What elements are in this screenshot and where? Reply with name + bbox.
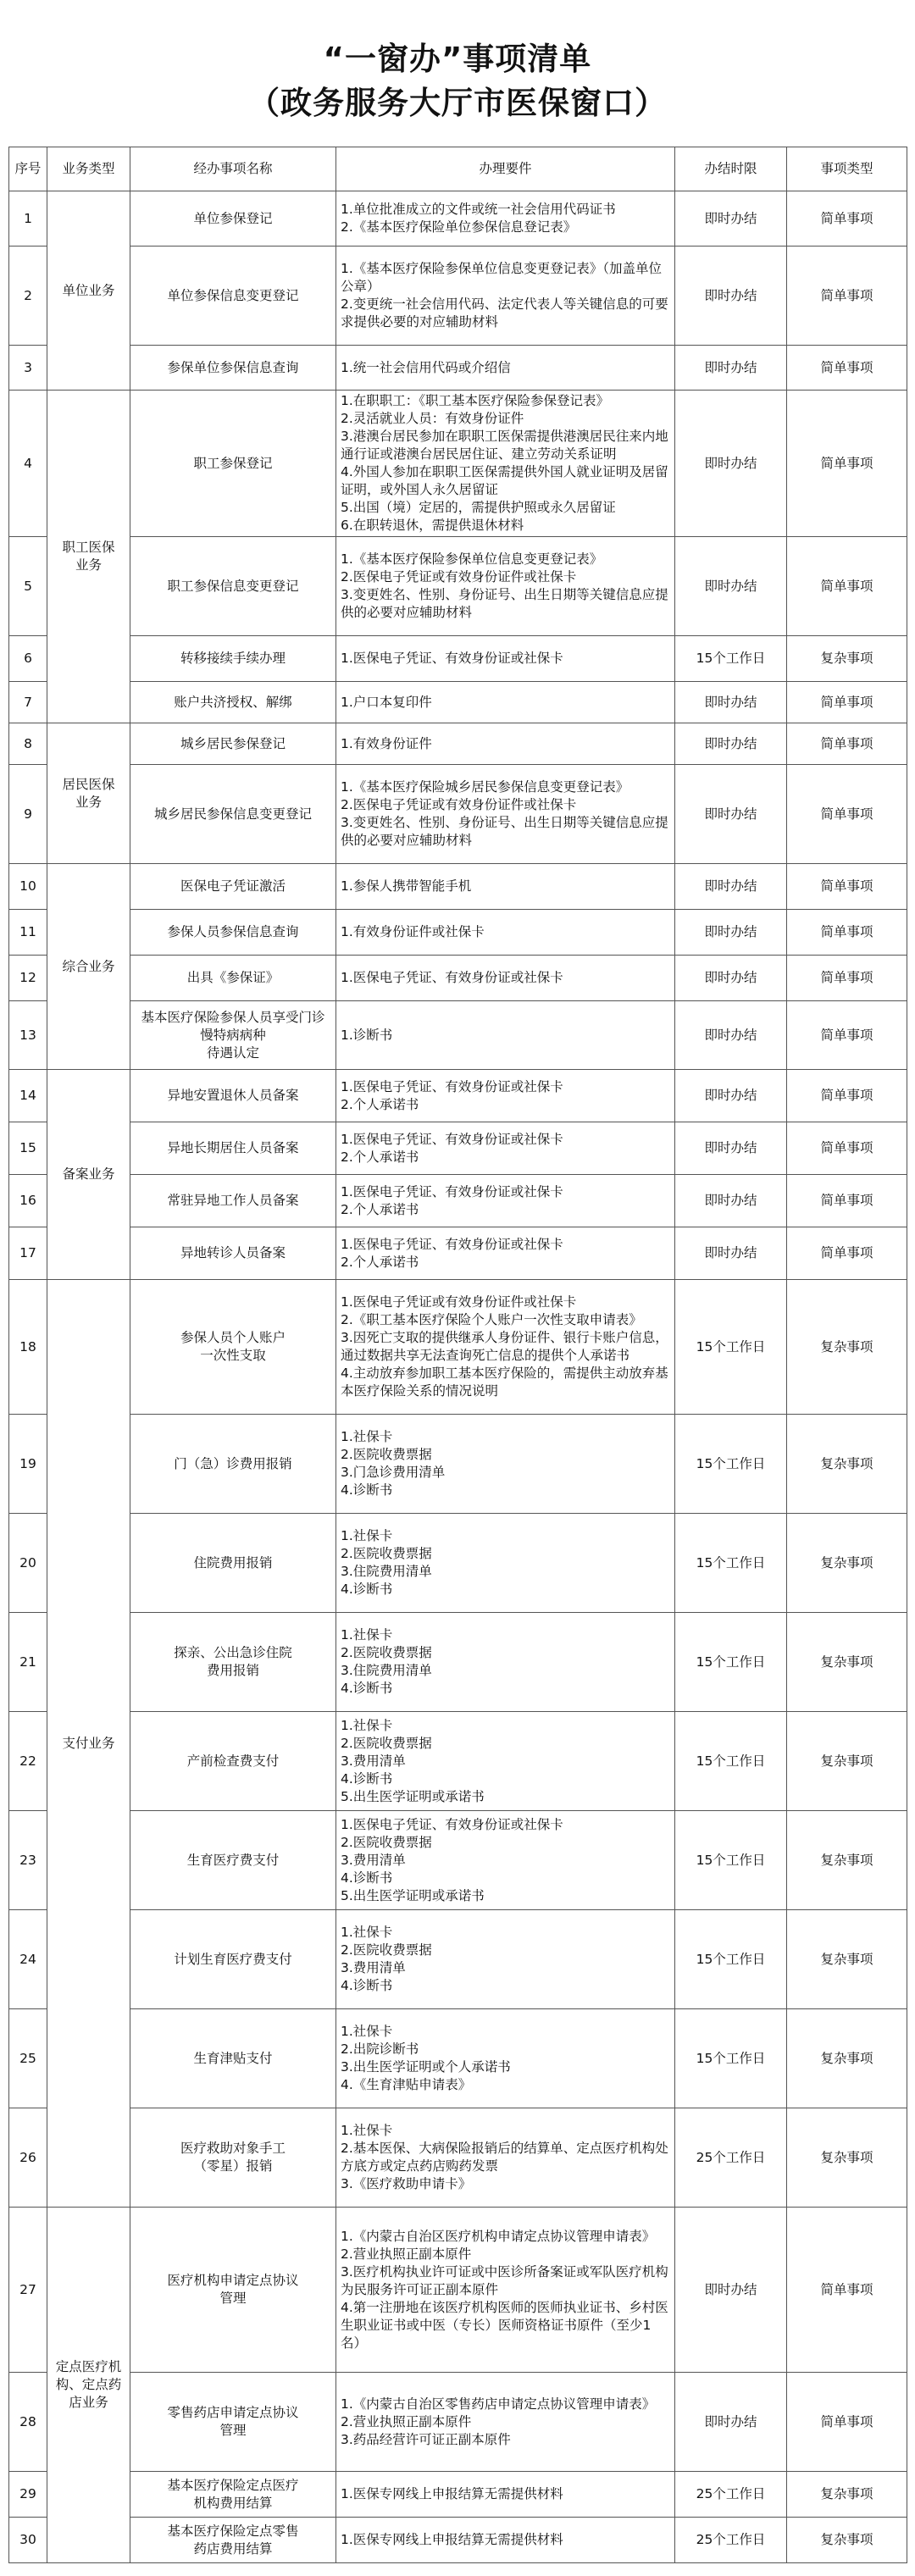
requirement-line: 1.医保电子凭证、有效身份证或社保卡 [341, 1816, 563, 1832]
time-limit-cell: 即时办结 [675, 1070, 787, 1122]
requirement-line: 4.主动放弃参加职工基本医疗保险的，需提供主动放弃基本医疗保险关系的情况说明 [341, 1366, 668, 1399]
requirement-line: 4.第一注册地在该医疗机构医师的医师执业证书、乡村医生职业证书或中医（专长）医师资格证书原件（至少1名） [341, 2299, 668, 2351]
title-line-1: “一窗办”事项清单 [323, 41, 592, 77]
requirements-cell [336, 636, 675, 682]
requirement-line: 1.社保卡 [341, 1528, 393, 1543]
time-limit-cell: 即时办结 [675, 1175, 787, 1227]
item-name-cell: 参保人员参保信息查询 [130, 910, 336, 956]
requirement-line: 1.《基本医疗保险参保单位信息变更登记表》 [341, 551, 603, 567]
requirement-line: 3.费用清单 [341, 1852, 406, 1868]
item-name-cell: 医保电子凭证激活 [130, 864, 336, 910]
requirements-cell [336, 537, 675, 636]
requirements-cell [336, 2472, 675, 2518]
category-cell: 定点医疗机 构、定点药 店业务 [47, 2208, 130, 2563]
requirement-line: 5.出生医学证明或承诺书 [341, 1887, 485, 1903]
requirement-line: 2.个人承诺书 [341, 1096, 419, 1112]
requirements-cell [336, 247, 675, 346]
row-number: 19 [9, 1415, 47, 1514]
item-name-cell: 城乡居民参保登记 [130, 723, 336, 765]
table-row [9, 864, 907, 910]
row-number: 10 [9, 864, 47, 910]
requirements-cell [336, 910, 675, 956]
time-limit-cell: 即时办结 [675, 391, 787, 537]
item-name-cell: 住院费用报销 [130, 1514, 336, 1613]
table-header-row [9, 147, 907, 191]
requirement-line: 1.社保卡 [341, 1717, 393, 1733]
table-row [9, 1122, 907, 1175]
requirement-line: 1.有效身份证件或社保卡 [341, 924, 485, 939]
requirements-cell [336, 1122, 675, 1175]
requirement-line: 5.出国（境）定居的，需提供护照或永久居留证 [341, 500, 616, 515]
item-name-cell: 基本医疗保险参保人员享受门诊慢特病病种 待遇认定 [130, 1001, 336, 1070]
item-type-cell: 简单事项 [787, 2373, 907, 2472]
item-type-cell: 简单事项 [787, 910, 907, 956]
item-type-cell: 复杂事项 [787, 2518, 907, 2563]
requirement-line: 1.医保电子凭证、有效身份证或社保卡 [341, 1078, 563, 1094]
requirement-line: 2.医院收费票据 [341, 1942, 432, 1958]
row-number: 14 [9, 1070, 47, 1122]
item-type-cell: 复杂事项 [787, 2108, 907, 2208]
requirement-line: 2.灵活就业人员：有效身份证件 [341, 411, 524, 426]
item-name-cell: 异地转诊人员备案 [130, 1227, 336, 1280]
row-number: 27 [9, 2208, 47, 2373]
requirement-line: 3.《医疗救助申请卡》 [341, 2176, 472, 2191]
item-name-cell: 转移接续手续办理 [130, 636, 336, 682]
table-row [9, 1811, 907, 1910]
requirement-line: 2.医保电子凭证或有效身份证件或社保卡 [341, 569, 577, 584]
requirements-cell [336, 1227, 675, 1280]
requirement-line: 1.社保卡 [341, 2024, 393, 2039]
row-number: 11 [9, 910, 47, 956]
requirements-cell [336, 1280, 675, 1415]
requirement-line: 1.社保卡 [341, 2123, 393, 2138]
requirement-line: 1.医保专网线上申报结算无需提供材料 [341, 2532, 563, 2547]
row-number: 17 [9, 1227, 47, 1280]
requirement-line: 3.因死亡支取的提供继承人身份证件、银行卡账户信息，通过数据共享无法查询死亡信息的提供个人承诺书 [341, 1330, 668, 1363]
requirement-line: 1.单位批准成立的文件或统一社会信用代码证书 [341, 202, 616, 217]
requirements-cell [336, 864, 675, 910]
item-name-cell: 医疗救助对象手工 （零星）报销 [130, 2108, 336, 2208]
header-item-name: 经办事项名称 [130, 147, 336, 191]
category-cell: 综合业务 [47, 864, 130, 1070]
requirement-line: 3.门急诊费用清单 [341, 1465, 446, 1480]
row-number: 2 [9, 247, 47, 346]
item-type-cell: 简单事项 [787, 864, 907, 910]
time-limit-cell: 15个工作日 [675, 1712, 787, 1811]
item-name-cell: 出具《参保证》 [130, 956, 336, 1001]
requirement-line: 2.医保电子凭证或有效身份证件或社保卡 [341, 797, 577, 812]
time-limit-cell: 即时办结 [675, 2373, 787, 2472]
requirements-cell [336, 2373, 675, 2472]
item-type-cell: 简单事项 [787, 1122, 907, 1175]
table-row [9, 1910, 907, 2009]
item-name-cell: 产前检查费支付 [130, 1712, 336, 1811]
requirements-cell [336, 1712, 675, 1811]
requirement-line: 6.在职转退休，需提供退休材料 [341, 518, 524, 533]
requirement-line: 2.营业执照正副本原件 [341, 2413, 472, 2429]
item-type-cell: 简单事项 [787, 1070, 907, 1122]
table-row [9, 346, 907, 391]
requirements-cell [336, 2108, 675, 2208]
requirements-cell [336, 346, 675, 391]
requirement-line: 1.《内蒙古自治区零售药店申请定点协议管理申请表》 [341, 2396, 656, 2412]
item-type-cell: 复杂事项 [787, 636, 907, 682]
header-no: 序号 [9, 147, 47, 191]
requirement-line: 1.诊断书 [341, 1027, 393, 1043]
requirement-line: 1.医保电子凭证、有效身份证或社保卡 [341, 970, 563, 985]
header-requirements: 办理要件 [336, 147, 675, 191]
item-name-cell: 参保单位参保信息查询 [130, 346, 336, 391]
requirements-cell [336, 191, 675, 247]
row-number: 30 [9, 2518, 47, 2563]
item-name-cell: 零售药店申请定点协议 管理 [130, 2373, 336, 2472]
row-number: 4 [9, 391, 47, 537]
requirements-cell [336, 1910, 675, 2009]
requirements-cell [336, 391, 675, 537]
requirement-line: 2.出院诊断书 [341, 2041, 419, 2057]
item-type-cell: 简单事项 [787, 1227, 907, 1280]
time-limit-cell: 15个工作日 [675, 1811, 787, 1910]
requirement-line: 1.医保专网线上申报结算无需提供材料 [341, 2486, 563, 2501]
table-row [9, 956, 907, 1001]
table-row [9, 1712, 907, 1811]
requirement-line: 4.诊断书 [341, 1870, 393, 1886]
requirement-line: 2.营业执照正副本原件 [341, 2246, 472, 2262]
time-limit-cell: 25个工作日 [675, 2108, 787, 2208]
requirement-line: 1.医保电子凭证、有效身份证或社保卡 [341, 1131, 563, 1147]
requirement-line: 4.诊断书 [341, 1482, 393, 1498]
item-type-cell: 简单事项 [787, 2208, 907, 2373]
page-title [0, 0, 915, 125]
item-type-cell: 简单事项 [787, 765, 907, 864]
item-type-cell: 复杂事项 [787, 2009, 907, 2108]
requirement-line: 3.医疗机构执业许可证或中医诊所备案证或军队医疗机构为民服务许可证正副本原件 [341, 2263, 668, 2297]
table-row [9, 391, 907, 537]
requirement-line: 4.诊断书 [341, 1978, 393, 1993]
requirement-line: 1.参保人携带智能手机 [341, 878, 472, 894]
item-type-cell: 简单事项 [787, 391, 907, 537]
service-table [8, 147, 907, 2563]
time-limit-cell: 15个工作日 [675, 636, 787, 682]
requirements-cell [336, 2208, 675, 2373]
item-name-cell: 常驻异地工作人员备案 [130, 1175, 336, 1227]
table-row [9, 1280, 907, 1415]
requirement-line: 3.费用清单 [341, 1753, 406, 1769]
table-row [9, 636, 907, 682]
time-limit-cell: 即时办结 [675, 2208, 787, 2373]
table-row [9, 2472, 907, 2518]
table-row [9, 1070, 907, 1122]
table-row [9, 191, 907, 247]
item-type-cell: 复杂事项 [787, 1415, 907, 1514]
item-name-cell: 异地长期居住人员备案 [130, 1122, 336, 1175]
requirement-line: 1.医保电子凭证、有效身份证或社保卡 [341, 1236, 563, 1252]
time-limit-cell: 即时办结 [675, 682, 787, 723]
requirement-line: 3.药品经营许可证正副本原件 [341, 2431, 511, 2447]
requirement-line: 1.社保卡 [341, 1627, 393, 1643]
time-limit-cell: 即时办结 [675, 191, 787, 247]
row-number: 6 [9, 636, 47, 682]
requirement-line: 1.在职职工：《职工基本医疗保险参保登记表》 [341, 393, 610, 408]
row-number: 12 [9, 956, 47, 1001]
requirement-line: 1.《基本医疗保险参保单位信息变更登记表》（加盖单位公章） [341, 261, 663, 294]
item-type-cell: 简单事项 [787, 191, 907, 247]
row-number: 29 [9, 2472, 47, 2518]
item-name-cell: 参保人员个人账户 一次性支取 [130, 1280, 336, 1415]
item-name-cell: 账户共济授权、解绑 [130, 682, 336, 723]
time-limit-cell: 即时办结 [675, 247, 787, 346]
time-limit-cell: 15个工作日 [675, 1613, 787, 1712]
time-limit-cell: 15个工作日 [675, 1514, 787, 1613]
table-row [9, 1415, 907, 1514]
requirements-cell [336, 1001, 675, 1070]
requirement-line: 1.有效身份证件 [341, 735, 432, 751]
row-number: 24 [9, 1910, 47, 2009]
time-limit-cell: 15个工作日 [675, 2009, 787, 2108]
item-name-cell: 生育医疗费支付 [130, 1811, 336, 1910]
table-row [9, 765, 907, 864]
table-row [9, 537, 907, 636]
table-row [9, 2009, 907, 2108]
requirements-cell [336, 1811, 675, 1910]
requirement-line: 4.外国人参加在职职工医保需提供外国人就业证明及居留证明，或外国人永久居留证 [341, 464, 668, 497]
table-row [9, 1613, 907, 1712]
time-limit-cell: 15个工作日 [675, 1280, 787, 1415]
requirement-line: 2.个人承诺书 [341, 1149, 419, 1165]
item-type-cell: 复杂事项 [787, 1910, 907, 2009]
item-type-cell: 简单事项 [787, 346, 907, 391]
requirement-line: 3.费用清单 [341, 1960, 406, 1975]
item-name-cell: 基本医疗保险定点零售 药店费用结算 [130, 2518, 336, 2563]
time-limit-cell: 即时办结 [675, 910, 787, 956]
item-type-cell: 简单事项 [787, 1001, 907, 1070]
requirement-line: 3.变更姓名、性别、身份证号、出生日期等关键信息应提供的必要对应辅助材料 [341, 815, 668, 848]
item-type-cell: 复杂事项 [787, 1280, 907, 1415]
row-number: 16 [9, 1175, 47, 1227]
item-type-cell: 复杂事项 [787, 2472, 907, 2518]
requirement-line: 1.统一社会信用代码或介绍信 [341, 359, 511, 375]
item-name-cell: 探亲、公出急诊住院 费用报销 [130, 1613, 336, 1712]
header-item-type: 事项类型 [787, 147, 907, 191]
requirements-cell [336, 765, 675, 864]
item-type-cell: 简单事项 [787, 956, 907, 1001]
item-name-cell: 职工参保信息变更登记 [130, 537, 336, 636]
requirement-line: 4.诊断书 [341, 1681, 393, 1696]
requirement-line: 1.《内蒙古自治区医疗机构申请定点协议管理申请表》 [341, 2228, 656, 2244]
requirement-line: 2.《职工基本医疗保险个人账户一次性支取申请表》 [341, 1312, 642, 1327]
item-type-cell: 简单事项 [787, 537, 907, 636]
requirement-line: 1.《基本医疗保险城乡居民参保信息变更登记表》 [341, 779, 629, 795]
requirement-line: 1.医保电子凭证、有效身份证或社保卡 [341, 1183, 563, 1199]
item-name-cell: 基本医疗保险定点医疗 机构费用结算 [130, 2472, 336, 2518]
requirements-cell [336, 1415, 675, 1514]
row-number: 1 [9, 191, 47, 247]
table-row [9, 1175, 907, 1227]
requirement-line: 2.《基本医疗保险单位参保信息登记表》 [341, 219, 577, 235]
category-cell: 职工医保 业务 [47, 391, 130, 723]
row-number: 18 [9, 1280, 47, 1415]
requirement-line: 1.户口本复印件 [341, 694, 432, 710]
requirements-cell [336, 1175, 675, 1227]
table-row [9, 1001, 907, 1070]
row-number: 3 [9, 346, 47, 391]
item-name-cell: 职工参保登记 [130, 391, 336, 537]
time-limit-cell: 即时办结 [675, 864, 787, 910]
row-number: 20 [9, 1514, 47, 1613]
requirements-cell [336, 2009, 675, 2108]
row-number: 15 [9, 1122, 47, 1175]
category-cell: 单位业务 [47, 191, 130, 391]
row-number: 25 [9, 2009, 47, 2108]
item-type-cell: 复杂事项 [787, 1811, 907, 1910]
requirement-line: 3.住院费用清单 [341, 1564, 432, 1579]
row-number: 9 [9, 765, 47, 864]
requirements-cell [336, 1514, 675, 1613]
time-limit-cell: 即时办结 [675, 723, 787, 765]
item-type-cell: 复杂事项 [787, 1514, 907, 1613]
item-type-cell: 简单事项 [787, 682, 907, 723]
time-limit-cell: 即时办结 [675, 537, 787, 636]
requirement-line: 2.变更统一社会信用代码、法定代表人等关键信息的可要求提供必要的对应辅助材料 [341, 296, 668, 330]
table-row [9, 910, 907, 956]
requirement-line: 2.医院收费票据 [341, 1447, 432, 1462]
category-cell: 支付业务 [47, 1280, 130, 2208]
table-row [9, 1227, 907, 1280]
requirement-line: 2.医院收费票据 [341, 1834, 432, 1850]
requirement-line: 4.诊断书 [341, 1582, 393, 1597]
table-row [9, 2108, 907, 2208]
category-cell: 备案业务 [47, 1070, 130, 1280]
item-type-cell: 简单事项 [787, 723, 907, 765]
requirement-line: 2.个人承诺书 [341, 1201, 419, 1217]
requirement-line: 2.个人承诺书 [341, 1254, 419, 1270]
title-line-2: （政务服务大厅市医保窗口） [248, 85, 667, 121]
requirements-cell [336, 2518, 675, 2563]
requirement-line: 3.港澳台居民参加在职职工医保需提供港澳居民往来内地通行证或港澳台居民居住证、建立劳动关系证明 [341, 429, 668, 462]
item-type-cell: 简单事项 [787, 1175, 907, 1227]
requirements-cell [336, 723, 675, 765]
time-limit-cell: 15个工作日 [675, 1415, 787, 1514]
item-name-cell: 单位参保信息变更登记 [130, 247, 336, 346]
requirements-cell [336, 956, 675, 1001]
item-name-cell: 门（急）诊费用报销 [130, 1415, 336, 1514]
row-number: 21 [9, 1613, 47, 1712]
requirements-cell [336, 682, 675, 723]
requirements-cell [336, 1070, 675, 1122]
table-row [9, 682, 907, 723]
time-limit-cell: 25个工作日 [675, 2472, 787, 2518]
requirement-line: 2.医院收费票据 [341, 1645, 432, 1660]
table-row [9, 247, 907, 346]
item-name-cell: 生育津贴支付 [130, 2009, 336, 2108]
table-row [9, 2208, 907, 2373]
requirement-line: 1.医保电子凭证、有效身份证或社保卡 [341, 651, 563, 666]
requirement-line: 3.出生医学证明或个人承诺书 [341, 2059, 511, 2075]
time-limit-cell: 15个工作日 [675, 1910, 787, 2009]
item-name-cell: 城乡居民参保信息变更登记 [130, 765, 336, 864]
time-limit-cell: 即时办结 [675, 1122, 787, 1175]
requirement-line: 5.出生医学证明或承诺书 [341, 1788, 485, 1804]
time-limit-cell: 即时办结 [675, 956, 787, 1001]
item-type-cell: 复杂事项 [787, 1613, 907, 1712]
row-number: 26 [9, 2108, 47, 2208]
item-name-cell: 医疗机构申请定点协议 管理 [130, 2208, 336, 2373]
time-limit-cell: 25个工作日 [675, 2518, 787, 2563]
row-number: 28 [9, 2373, 47, 2472]
time-limit-cell: 即时办结 [675, 765, 787, 864]
requirement-line: 4.《生育津贴申请表》 [341, 2077, 472, 2092]
category-cell: 居民医保 业务 [47, 723, 130, 864]
table-row [9, 2373, 907, 2472]
requirement-line: 1.社保卡 [341, 1429, 393, 1444]
requirement-line: 2.基本医保、大病保险报销后的结算单、定点医疗机构处方底方或定点药店购药发票 [341, 2141, 668, 2174]
requirement-line: 3.住院费用清单 [341, 1663, 432, 1678]
row-number: 8 [9, 723, 47, 765]
header-time-limit: 办结时限 [675, 147, 787, 191]
row-number: 5 [9, 537, 47, 636]
item-name-cell: 异地安置退休人员备案 [130, 1070, 336, 1122]
item-type-cell: 简单事项 [787, 247, 907, 346]
table-row [9, 723, 907, 765]
requirement-line: 3.变更姓名、性别、身份证号、出生日期等关键信息应提供的必要对应辅助材料 [341, 587, 668, 620]
row-number: 23 [9, 1811, 47, 1910]
requirement-line: 2.医院收费票据 [341, 1546, 432, 1561]
header-category: 业务类型 [47, 147, 130, 191]
time-limit-cell: 即时办结 [675, 1001, 787, 1070]
item-name-cell: 计划生育医疗费支付 [130, 1910, 336, 2009]
row-number: 22 [9, 1712, 47, 1811]
requirement-line: 1.社保卡 [341, 1925, 393, 1940]
item-type-cell: 复杂事项 [787, 1712, 907, 1811]
time-limit-cell: 即时办结 [675, 1227, 787, 1280]
table-row [9, 1514, 907, 1613]
requirement-line: 1.医保电子凭证或有效身份证件或社保卡 [341, 1294, 577, 1310]
item-name-cell: 单位参保登记 [130, 191, 336, 247]
requirement-line: 2.医院收费票据 [341, 1735, 432, 1751]
time-limit-cell: 即时办结 [675, 346, 787, 391]
requirement-line: 4.诊断书 [341, 1770, 393, 1787]
row-number: 7 [9, 682, 47, 723]
table-row [9, 2518, 907, 2563]
requirements-cell [336, 1613, 675, 1712]
row-number: 13 [9, 1001, 47, 1070]
